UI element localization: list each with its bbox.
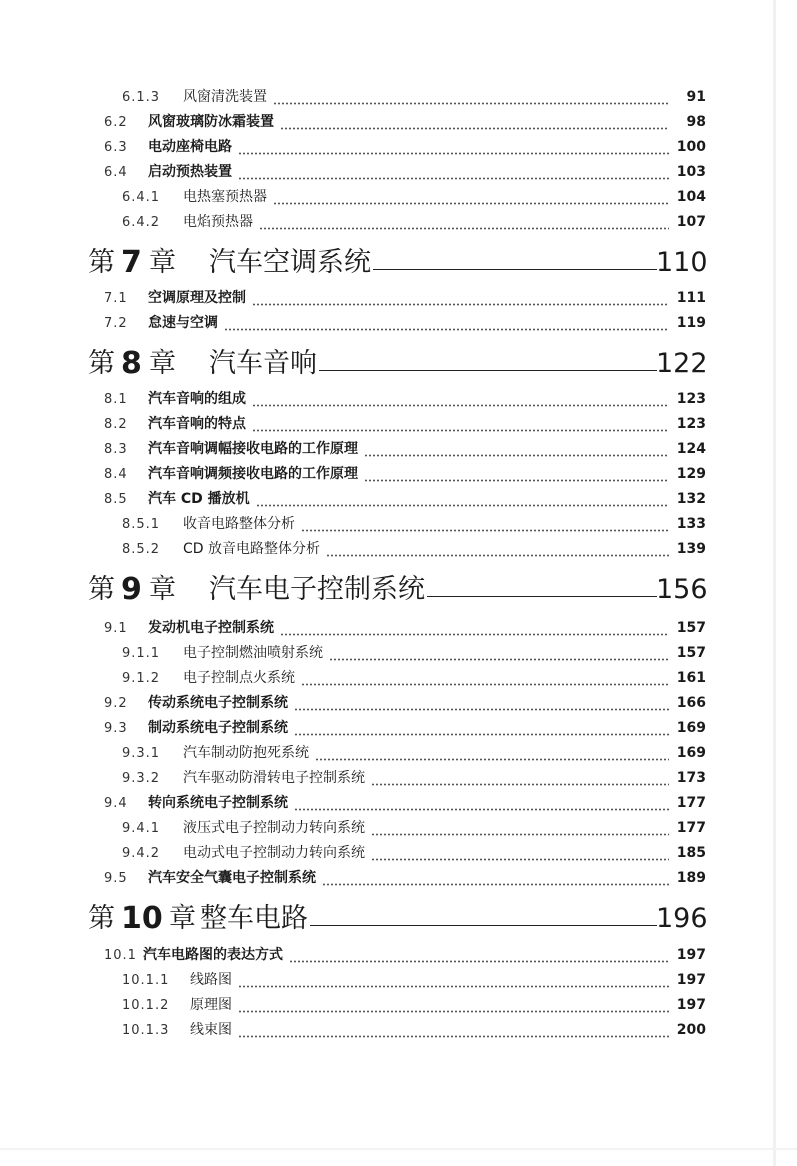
toc-section-entry[interactable] <box>0 110 797 135</box>
entry-title: 汽车音响的特点 <box>148 416 246 432</box>
dot-leader <box>371 841 669 866</box>
entry-title: 线路图 <box>190 972 232 988</box>
dot-leader <box>256 487 669 512</box>
entry-page-number: 104 <box>676 189 706 205</box>
chapter-rule <box>427 596 657 597</box>
chapter-title: 整车电路 <box>200 903 308 934</box>
dot-leader <box>238 1018 669 1043</box>
chapter-rule <box>310 925 657 926</box>
entry-title: 启动预热装置 <box>148 164 232 180</box>
entry-number: 9.2 <box>104 696 128 711</box>
entry-title: 线束图 <box>190 1022 232 1038</box>
dot-leader <box>252 412 669 437</box>
chapter-number: 10 <box>121 901 163 936</box>
entry-page-number: 169 <box>676 720 706 736</box>
entry-page-number: 200 <box>676 1022 706 1038</box>
entry-number: 9.5 <box>104 871 128 886</box>
dot-leader <box>238 968 669 993</box>
chapter-title: 汽车电子控制系统 <box>209 574 425 605</box>
entry-title: 汽车安全气囊电子控制系统 <box>148 870 316 886</box>
entry-title: 汽车制动防抱死系统 <box>183 745 309 761</box>
toc-subsection-entry[interactable] <box>0 741 797 766</box>
toc-section-entry[interactable] <box>0 135 797 160</box>
toc-subsection-entry[interactable] <box>0 1018 797 1043</box>
dot-leader <box>371 816 669 841</box>
toc-section-entry[interactable] <box>0 462 797 487</box>
entry-title: 电动式电子控制动力转向系统 <box>183 845 365 861</box>
entry-page-number: 177 <box>676 795 706 811</box>
entry-page-number: 166 <box>676 695 706 711</box>
entry-page-number: 157 <box>676 645 706 661</box>
entry-title: 汽车 CD 播放机 <box>148 491 250 507</box>
entry-number: 10.1 <box>104 948 137 963</box>
entry-title: 风窗清洗装置 <box>183 89 267 105</box>
dot-leader <box>322 866 669 891</box>
dot-leader <box>224 311 669 336</box>
entry-page-number: 91 <box>686 89 706 105</box>
entry-title: 电子控制点火系统 <box>183 670 295 686</box>
chapter-suffix: 章 <box>149 348 176 379</box>
dot-leader <box>252 286 669 311</box>
entry-number: 6.3 <box>104 140 128 155</box>
toc-section-entry[interactable] <box>0 286 797 311</box>
dot-leader <box>238 993 669 1018</box>
entry-page-number: 123 <box>676 416 706 432</box>
chapter-title: 汽车音响 <box>209 348 317 379</box>
entry-number: 10.1.2 <box>122 998 170 1013</box>
entry-page-number: 197 <box>676 947 706 963</box>
chapter-number: 8 <box>121 346 142 381</box>
entry-number: 6.4 <box>104 165 128 180</box>
toc-section-entry[interactable] <box>0 616 797 641</box>
entry-page-number: 124 <box>676 441 706 457</box>
chapter-number: 7 <box>121 245 142 280</box>
chapter-rule <box>319 370 657 371</box>
dot-leader <box>252 387 669 412</box>
dot-leader <box>273 85 669 110</box>
chapter-number: 9 <box>121 572 142 607</box>
toc-section-entry[interactable] <box>0 160 797 185</box>
entry-number: 8.1 <box>104 392 128 407</box>
chapter-heading[interactable] <box>0 342 797 386</box>
entry-number: 6.4.2 <box>122 215 161 230</box>
entry-page-number: 197 <box>676 972 706 988</box>
dot-leader <box>315 741 669 766</box>
entry-title: CD 放音电路整体分析 <box>183 541 321 557</box>
entry-number: 10.1.3 <box>122 1023 170 1038</box>
entry-number: 9.4.1 <box>122 821 161 836</box>
entry-title: 怠速与空调 <box>148 315 218 331</box>
toc-subsection-entry[interactable] <box>0 512 797 537</box>
entry-number: 8.4 <box>104 467 128 482</box>
entry-page-number: 133 <box>676 516 706 532</box>
entry-number: 9.3 <box>104 721 128 736</box>
entry-number: 8.3 <box>104 442 128 457</box>
toc-subsection-entry[interactable] <box>0 841 797 866</box>
dot-leader <box>326 537 669 562</box>
entry-title: 发动机电子控制系统 <box>148 620 274 636</box>
chapter-title: 汽车空调系统 <box>209 247 371 278</box>
dot-leader <box>301 512 669 537</box>
dot-leader <box>259 210 669 235</box>
entry-title: 汽车音响调幅接收电路的工作原理 <box>148 441 358 457</box>
entry-title: 原理图 <box>190 997 232 1013</box>
entry-page-number: 98 <box>686 114 706 130</box>
chapter-rule <box>373 269 657 270</box>
dot-leader <box>294 691 669 716</box>
toc-section-entry[interactable] <box>0 487 797 512</box>
entry-page-number: 132 <box>676 491 706 507</box>
toc-section-entry[interactable] <box>0 691 797 716</box>
entry-page-number: 119 <box>676 315 706 331</box>
toc-section-entry[interactable] <box>0 387 797 412</box>
entry-number: 9.1 <box>104 621 128 636</box>
entry-page-number: 173 <box>676 770 706 786</box>
chapter-prefix: 第 <box>88 903 115 934</box>
entry-title: 电动座椅电路 <box>148 139 232 155</box>
entry-title: 汽车音响的组成 <box>148 391 246 407</box>
entry-number: 9.1.1 <box>122 646 161 661</box>
entry-title: 液压式电子控制动力转向系统 <box>183 820 365 836</box>
entry-page-number: 139 <box>676 541 706 557</box>
entry-title: 制动系统电子控制系统 <box>148 720 288 736</box>
entry-title: 电子控制燃油喷射系统 <box>183 645 323 661</box>
chapter-heading[interactable] <box>0 241 797 285</box>
entry-title: 电热塞预热器 <box>183 189 267 205</box>
entry-page-number: 185 <box>676 845 706 861</box>
chapter-suffix: 章 <box>149 574 176 605</box>
toc-subsection-entry[interactable] <box>0 993 797 1018</box>
dot-leader <box>273 185 669 210</box>
chapter-suffix: 章 <box>149 247 176 278</box>
toc-subsection-entry[interactable] <box>0 816 797 841</box>
entry-page-number: 107 <box>676 214 706 230</box>
toc-section-entry[interactable] <box>0 716 797 741</box>
chapter-prefix: 第 <box>88 348 115 379</box>
chapter-heading[interactable] <box>0 568 797 612</box>
toc-subsection-entry[interactable] <box>0 968 797 993</box>
entry-number: 9.4 <box>104 796 128 811</box>
dot-leader <box>301 666 669 691</box>
entry-page-number: 197 <box>676 997 706 1013</box>
page-bottom-edge <box>0 1148 797 1150</box>
toc-section-entry[interactable] <box>0 866 797 891</box>
entry-number: 6.4.1 <box>122 190 161 205</box>
chapter-page-number: 156 <box>656 574 708 605</box>
entry-title: 汽车音响调频接收电路的工作原理 <box>148 466 358 482</box>
entry-number: 9.1.2 <box>122 671 161 686</box>
entry-number: 7.2 <box>104 316 128 331</box>
toc-section-entry[interactable] <box>0 311 797 336</box>
dot-leader <box>280 110 669 135</box>
entry-title: 转向系统电子控制系统 <box>148 795 288 811</box>
entry-number: 6.1.3 <box>122 90 161 105</box>
entry-page-number: 177 <box>676 820 706 836</box>
entry-page-number: 129 <box>676 466 706 482</box>
toc-subsection-entry[interactable] <box>0 210 797 235</box>
toc-section-entry[interactable] <box>0 412 797 437</box>
dot-leader <box>280 616 669 641</box>
dot-leader <box>329 641 669 666</box>
chapter-prefix: 第 <box>88 574 115 605</box>
entry-page-number: 111 <box>676 290 706 306</box>
entry-title: 风窗玻璃防冰霜装置 <box>148 114 274 130</box>
chapter-heading[interactable] <box>0 897 797 941</box>
entry-number: 8.5.2 <box>122 542 161 557</box>
entry-page-number: 103 <box>676 164 706 180</box>
toc-section-entry[interactable] <box>0 791 797 816</box>
toc-subsection-entry[interactable] <box>0 85 797 110</box>
toc-subsection-entry[interactable] <box>0 185 797 210</box>
entry-number: 9.3.1 <box>122 746 161 761</box>
dot-leader <box>364 462 669 487</box>
dot-leader <box>238 135 669 160</box>
toc-subsection-entry[interactable] <box>0 641 797 666</box>
dot-leader <box>364 437 669 462</box>
chapter-page-number: 196 <box>656 903 708 934</box>
entry-number: 6.2 <box>104 115 128 130</box>
entry-page-number: 169 <box>676 745 706 761</box>
toc-section-entry[interactable] <box>0 437 797 462</box>
entry-number: 10.1.1 <box>122 973 170 988</box>
entry-number: 7.1 <box>104 291 128 306</box>
dot-leader <box>371 766 669 791</box>
chapter-page-number: 122 <box>656 348 708 379</box>
entry-number: 8.5.1 <box>122 517 161 532</box>
entry-page-number: 157 <box>676 620 706 636</box>
page-edge <box>773 0 776 1166</box>
entry-number: 8.5 <box>104 492 128 507</box>
toc-subsection-entry[interactable] <box>0 537 797 562</box>
entry-title: 传动系统电子控制系统 <box>148 695 288 711</box>
entry-title: 收音电路整体分析 <box>183 516 295 532</box>
entry-number: 8.2 <box>104 417 128 432</box>
toc-subsection-entry[interactable] <box>0 766 797 791</box>
entry-title: 空调原理及控制 <box>148 290 246 306</box>
entry-title: 汽车电路图的表达方式 <box>143 947 283 963</box>
entry-number: 9.3.2 <box>122 771 161 786</box>
toc-section-entry[interactable] <box>0 943 797 968</box>
entry-page-number: 123 <box>676 391 706 407</box>
entry-title: 电焰预热器 <box>183 214 253 230</box>
toc-subsection-entry[interactable] <box>0 666 797 691</box>
dot-leader <box>294 716 669 741</box>
chapter-prefix: 第 <box>88 247 115 278</box>
dot-leader <box>294 791 669 816</box>
entry-page-number: 100 <box>676 139 706 155</box>
chapter-suffix: 章 <box>169 903 196 934</box>
chapter-page-number: 110 <box>656 247 708 278</box>
entry-page-number: 189 <box>676 870 706 886</box>
dot-leader <box>238 160 669 185</box>
entry-title: 汽车驱动防滑转电子控制系统 <box>183 770 365 786</box>
entry-page-number: 161 <box>676 670 706 686</box>
dot-leader <box>289 943 669 968</box>
entry-number: 9.4.2 <box>122 846 161 861</box>
